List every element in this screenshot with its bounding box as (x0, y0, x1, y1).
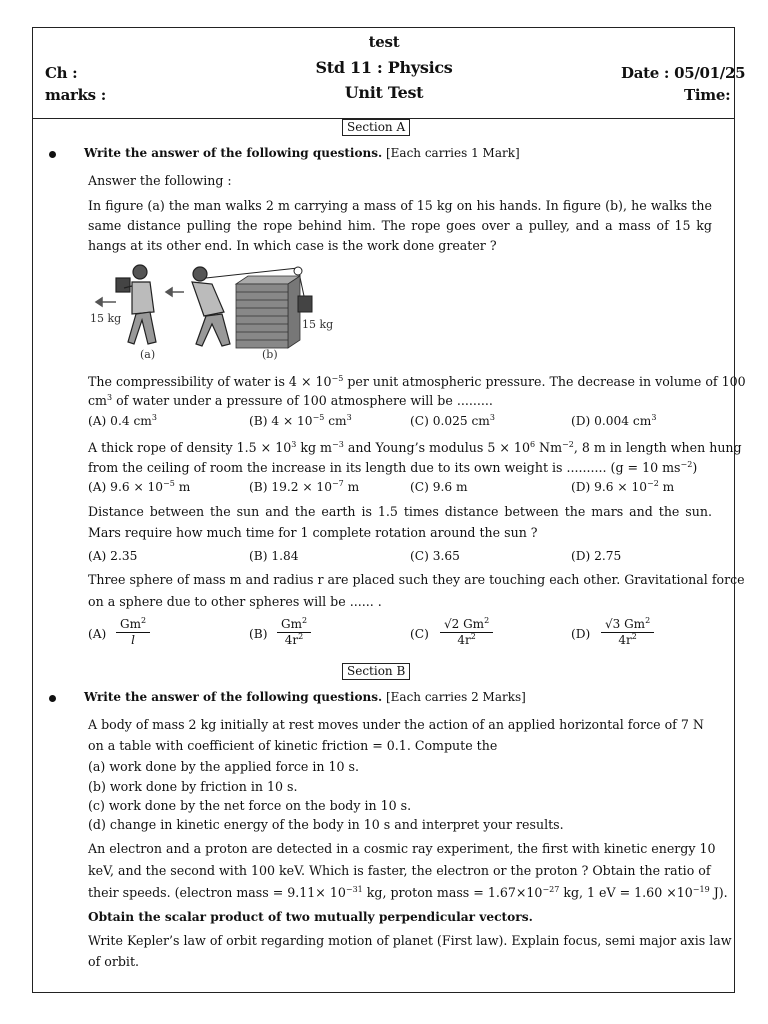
time-label: Time: (684, 86, 731, 104)
brick-wall (236, 276, 300, 348)
question-5: Three sphere of mass m and radius r are placed such they are touching each other. Gravitational force (88, 572, 745, 587)
hanging-mass (298, 296, 312, 312)
q3-option-c: (C) 9.6 m (410, 480, 468, 494)
question-6: A body of mass 2 kg initially at rest moves under the action of an applied horizontal force of 7 N (88, 717, 704, 732)
pulley-icon (294, 267, 302, 275)
q3-option-d: (D) $9.6 \times 10^{-2}$ m (571, 479, 675, 494)
chapter-label: Ch : (45, 64, 78, 82)
q4-option-a: (A) 2.35 (88, 549, 138, 563)
q3-option-b: (B) $19.2 \times 10^{-7}$ m (249, 479, 360, 494)
mass-b-label: 15 kg (302, 318, 334, 331)
q5-option-d-label: (D) (571, 627, 591, 641)
q5-option-d-fraction: $\frac{√3 Gm^2}{4r^2}$ (601, 617, 654, 648)
caption-b: (b) (262, 348, 278, 361)
q5-option-b-label: (B) (249, 627, 268, 641)
standard-subject: Std 11 : Physics (315, 58, 453, 77)
question-2-line2: $cm^3$ of water under a pressure of 100 atmosphere will be ......... (88, 393, 493, 408)
section-a-intro: Answer the following : (88, 173, 232, 188)
question-7-line3: their speeds. (electron mass = $9.11\times 10^{-31}$ kg, proton mass = $1.67\times 10^{-27}$ kg, 1 eV = $1.60 \times 10^{-19}$ J). (88, 885, 728, 900)
q5-option-a-fraction: $\frac{Gm^2}{l}$ (116, 617, 150, 648)
mass-a-label: 15 kg (90, 312, 122, 325)
question-9-line2: of orbit. (88, 954, 140, 969)
question-3-line2: from the ceiling of room the increase in its length due to its own weight is .......... (g = 10 $ms^{-2}$) (88, 460, 698, 475)
question-4: Distance between the sun and the earth is 1.5 times distance between the mars and the sun. Mars require how much time for 1 complete rotation around the sun ? (88, 504, 712, 540)
caption-a: (a) (140, 348, 156, 361)
q2-option-c: (C) 0.025 $cm^3$ (410, 413, 495, 428)
question-6-line2: on a table with coefficient of kinetic friction = 0.1. Compute the (88, 738, 498, 753)
q6-part-a: (a) work done by the applied force in 10 s. (88, 759, 359, 774)
section-a-label: Section A (342, 119, 410, 136)
q6-part-c: (c) work done by the net force on the body in 10 s. (88, 798, 412, 813)
q4-option-d: (D) 2.75 (571, 549, 622, 563)
bullet-icon (49, 151, 56, 158)
q5-option-b-fraction: $\frac{Gm^2}{4r^2}$ (277, 617, 311, 648)
question-1: In figure (a) the man walks 2 m carrying a mass of 15 kg on his hands. In figure (b), he walks the same distance pulling the rope behind him. The rope goes over a pulley, and a mass of 15 kg hangs at its other end. In which case is the work done greater ? (88, 198, 712, 253)
q4-option-c: (C) 3.65 (410, 549, 460, 563)
q2-option-d: (D) 0.004 $cm^3$ (571, 413, 657, 428)
question-8: Obtain the scalar product of two mutually perpendicular vectors. (88, 910, 533, 924)
arrow-left-icon (166, 288, 184, 296)
section-a-instruction: Write the answer of the following questions. [Each carries 1 Mark] (84, 146, 520, 160)
q5-option-c-label: (C) (410, 627, 429, 641)
question-7: An electron and a proton are detected in a cosmic ray experiment, the first with kinetic energy 10 (88, 841, 716, 856)
q5-option-a-label: (A) (88, 627, 107, 641)
bullet-icon (49, 695, 56, 702)
question-7-line2: keV, and the second with 100 keV. Which is faster, the electron or the proton ? Obtain the ratio of (88, 863, 711, 878)
figure-a-man-icon (116, 265, 156, 344)
arrow-left-icon (96, 298, 116, 306)
paper-title: test (368, 33, 400, 51)
question-5-line2: on a sphere due to other spheres will be ...... . (88, 594, 382, 609)
marks-label: marks : (45, 86, 106, 104)
q2-option-a: (A) 0.4 $cm^3$ (88, 413, 157, 428)
section-b-instruction: Write the answer of the following questions. [Each carries 2 Marks] (84, 690, 526, 704)
q4-option-b: (B) 1.84 (249, 549, 299, 563)
section-b-label: Section B (342, 663, 410, 680)
q3-option-a: (A) $9.6 \times 10^{-5}$ m (88, 479, 191, 494)
exam-name: Unit Test (344, 83, 424, 102)
question-3: A thick rope of density $1.5 \times 10^3$ kg $m^{-3}$ and Young’s modulus $5 \times 10^6$ $Nm^{-2}$, 8 m in length when hung (88, 440, 742, 455)
q6-part-b: (b) work done by friction in 10 s. (88, 779, 298, 794)
figure-b-man-icon (192, 267, 230, 346)
q5-option-c-fraction: $\frac{√2 Gm^2}{4r^2}$ (440, 617, 493, 648)
exam-date: Date : 05/01/25 (621, 64, 746, 82)
q2-option-b: (B) $4 \times 10^{-5}$ $cm^3$ (249, 413, 352, 428)
question-2: The compressibility of water is $4 \times 10^{-5}$ per unit atmospheric pressure. The decrease in volume of 100 (88, 374, 746, 389)
work-figure (88, 262, 338, 364)
question-9: Write Kepler’s law of orbit regarding motion of planet (First law). Explain focus, semi major axis law (88, 933, 732, 948)
q6-part-d: (d) change in kinetic energy of the body in 10 s and interpret your results. (88, 817, 564, 832)
